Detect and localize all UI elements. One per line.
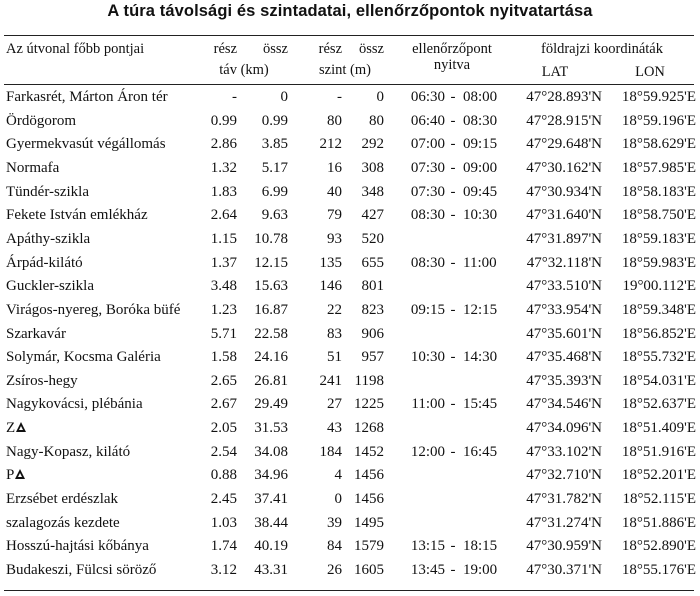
cell-point-name (6, 135, 206, 153)
cell-dist-part: 3.48 (210, 278, 237, 295)
cell-elev-part: 40 (327, 183, 342, 200)
point-name-text: Apáthy-szikla (6, 230, 91, 247)
cell-lat: 47°35.468'N (526, 349, 602, 366)
cell-dist-total: 0 (280, 89, 288, 105)
cell-point-name (6, 537, 206, 555)
cell-open-separator: - (450, 443, 456, 460)
point-name-text: Z (6, 420, 16, 437)
cell-open-separator: - (450, 183, 456, 200)
cell-elev-total: 308 (361, 159, 384, 176)
cell-lon: 18°52.115'E (622, 491, 696, 507)
cell-point-name (6, 159, 206, 177)
cell-elev-part: 93 (327, 230, 342, 247)
cell-lon: 18°51.886'E (621, 514, 696, 531)
cell-point-name (6, 206, 206, 224)
cell-point-name (6, 443, 206, 461)
cell-elev-total: 1198 (354, 372, 384, 389)
cell-lat: 47°35.601'N (526, 325, 602, 342)
cell-dist-part: 2.65 (210, 372, 237, 389)
cell-elev-part: 26 (327, 562, 342, 578)
cell-lon: 18°55.176'E (621, 562, 696, 578)
header-elev-part: rész (318, 41, 342, 57)
cell-elev-total: 348 (361, 183, 384, 200)
cell-point-name (6, 325, 206, 343)
cell-lon: 18°58.629'E (621, 136, 696, 153)
cell-open-until: 08:00 (463, 89, 498, 105)
cell-elev-total: 0 (376, 89, 384, 105)
top-rule (4, 35, 694, 36)
point-name-text: Normafa (6, 159, 60, 176)
cell-elev-part: 146 (319, 278, 342, 295)
cell-elev-total: 1268 (354, 420, 384, 437)
cell-open-until: 10:30 (463, 207, 498, 224)
point-name-text: Virágos-nyereg, Boróka büfé (6, 301, 181, 318)
cell-lon: 18°54.031'E (621, 372, 696, 389)
point-name-text: Árpád-kilátó (6, 254, 83, 271)
cell-lon: 18°59.925'E (621, 89, 696, 105)
cell-elev-part: 83 (327, 325, 342, 342)
cell-point-name (6, 183, 206, 201)
header-checkpoint: ellenőrzőpont (412, 41, 492, 57)
cell-open-from: 08:30 (410, 254, 445, 271)
cell-dist-part: 3.12 (210, 562, 237, 578)
cell-elev-part: 135 (319, 254, 342, 271)
cell-dist-total: 29.49 (254, 396, 288, 413)
cell-point-name (6, 514, 206, 532)
cell-lat: 47°32.710'N (526, 467, 602, 484)
cell-point-name (6, 254, 206, 272)
cell-dist-part: 1.23 (210, 301, 237, 318)
cell-open-separator: - (450, 396, 456, 413)
cell-lon: 18°51.916'E (621, 443, 696, 460)
header-lat: LAT (541, 64, 569, 80)
cell-lat: 47°30.934'N (526, 183, 602, 200)
cell-open-separator: - (450, 538, 456, 555)
cell-open-from: 12:00 (410, 443, 445, 460)
triangle-icon (15, 469, 25, 479)
cell-open-from: 07:00 (410, 136, 445, 153)
cell-open-separator: - (450, 349, 456, 366)
cell-elev-total: 655 (361, 254, 384, 271)
header-dist-unit: táv (km) (219, 62, 269, 78)
cell-elev-part: 241 (319, 372, 342, 389)
cell-elev-part: 22 (327, 301, 342, 318)
cell-lon: 18°57.985'E (621, 159, 696, 176)
cell-elev-part: 84 (327, 538, 342, 555)
cell-lon: 18°52.637'E (621, 396, 696, 413)
cell-dist-part: 2.86 (210, 136, 237, 153)
cell-lat: 47°34.096'N (526, 420, 602, 437)
cell-dist-part: 2.05 (210, 420, 237, 437)
cell-lat: 47°34.546'N (526, 396, 602, 413)
point-name-text: Ördögorom (6, 112, 76, 129)
cell-open-separator: - (450, 562, 456, 578)
cell-dist-total: 9.63 (261, 207, 288, 224)
cell-dist-part: 5.71 (210, 325, 237, 342)
cell-dist-total: 40.19 (254, 538, 288, 555)
cell-lon: 18°59.183'E (621, 230, 696, 247)
cell-lon: 18°52.201'E (621, 467, 696, 484)
cell-elev-part: - (337, 89, 342, 105)
cell-dist-part: 0.88 (210, 467, 237, 484)
point-name-text: Zsíros-hegy (6, 372, 78, 389)
cell-dist-part: 0.99 (210, 112, 237, 129)
cell-open-from: 10:30 (410, 349, 445, 366)
cell-open-separator: - (450, 207, 456, 224)
cell-elev-part: 4 (334, 467, 342, 484)
cell-open-until: 08:30 (463, 112, 498, 129)
cell-open-separator: - (450, 136, 456, 153)
cell-elev-total: 1495 (354, 514, 384, 531)
cell-dist-part: 1.32 (210, 159, 237, 176)
cell-lon: 18°51.409'E (621, 420, 696, 437)
cell-lat: 47°35.393'N (526, 372, 602, 389)
cell-dist-part: 1.15 (210, 230, 237, 247)
cell-elev-total: 1605 (354, 562, 384, 578)
cell-dist-total: 16.87 (254, 301, 288, 318)
point-name-text: Nagy-Kopasz, kilátó (6, 443, 131, 460)
cell-dist-total: 24.16 (254, 349, 288, 366)
cell-elev-total: 292 (361, 136, 384, 153)
point-name-text: Erzsébet erdészlak (6, 491, 119, 507)
header-geo: földrajzi koordináták (541, 41, 663, 57)
cell-dist-part: - (232, 89, 237, 105)
cell-elev-part: 43 (327, 420, 342, 437)
cell-open-separator: - (450, 112, 456, 129)
cell-dist-part: 2.67 (210, 396, 237, 413)
cell-lat: 47°31.897'N (526, 230, 602, 247)
cell-open-until: 09:15 (463, 136, 498, 153)
cell-dist-total: 26.81 (254, 372, 288, 389)
cell-open-separator: - (450, 159, 456, 176)
cell-open-from: 07:30 (410, 159, 445, 176)
cell-open-separator: - (450, 301, 456, 318)
cell-open-from: 09:15 (410, 301, 445, 318)
point-name-text: P (6, 467, 15, 484)
cell-dist-part: 1.74 (210, 538, 237, 555)
cell-elev-part: 212 (319, 136, 342, 153)
cell-open-until: 15:45 (463, 396, 498, 413)
cell-elev-part: 27 (327, 396, 342, 413)
cell-dist-total: 38.44 (254, 514, 288, 531)
cell-dist-total: 3.85 (261, 136, 288, 153)
cell-lon: 18°55.732'E (621, 349, 696, 366)
cell-open-from: 08:30 (410, 207, 445, 224)
cell-lat: 47°29.648'N (526, 136, 602, 153)
cell-dist-part: 2.64 (210, 207, 237, 224)
cell-lat: 47°30.959'N (526, 538, 602, 555)
cell-dist-part: 2.54 (210, 443, 237, 460)
cell-lat: 47°28.893'N (526, 89, 602, 105)
point-name-text: Fekete István emlékház (6, 207, 148, 224)
bottom-rule (4, 590, 694, 591)
point-name-text: Gyermekvasút végállomás (6, 136, 166, 153)
point-name-text: szalagozás kezdete (6, 514, 120, 531)
cell-open-until: 09:00 (463, 159, 498, 176)
cell-elev-part: 80 (327, 112, 342, 129)
point-name-text: Guckler-szikla (6, 278, 94, 295)
header-lon: LON (635, 64, 665, 80)
cell-point-name (6, 372, 206, 390)
cell-elev-total: 801 (361, 278, 384, 295)
header-elev-total: össz (359, 41, 384, 57)
cell-dist-total: 5.17 (261, 159, 288, 176)
cell-dist-total: 34.96 (254, 467, 288, 484)
cell-dist-total: 0.99 (261, 112, 288, 129)
cell-elev-total: 906 (361, 325, 384, 342)
header-elev-unit: szint (m) (319, 62, 371, 78)
cell-dist-part: 1.03 (210, 514, 237, 531)
cell-elev-total: 1456 (354, 491, 384, 507)
cell-open-until: 16:45 (463, 443, 498, 460)
cell-point-name (6, 277, 206, 295)
cell-open-from: 07:30 (410, 183, 445, 200)
header-rule (4, 84, 694, 85)
cell-open-until: 12:15 (463, 301, 498, 318)
header-dist-part: rész (213, 41, 237, 57)
cell-elev-part: 51 (327, 349, 342, 366)
cell-lat: 47°31.640'N (526, 207, 602, 224)
cell-lat: 47°33.102'N (526, 443, 602, 460)
cell-point-name (6, 112, 206, 130)
cell-elev-total: 957 (361, 349, 384, 366)
cell-elev-total: 1579 (354, 538, 384, 555)
cell-lat: 47°30.162'N (526, 159, 602, 176)
cell-dist-total: 12.15 (254, 254, 288, 271)
point-name-text: Budakeszi, Fülcsi söröző (6, 562, 157, 578)
cell-open-until: 18:15 (463, 538, 498, 555)
cell-point-name (6, 88, 206, 106)
cell-elev-total: 520 (361, 230, 384, 247)
cell-open-from: 13:15 (410, 538, 445, 555)
cell-point-name (6, 419, 206, 437)
cell-dist-total: 43.31 (254, 562, 288, 578)
cell-elev-total: 1225 (354, 396, 384, 413)
cell-elev-part: 39 (327, 514, 342, 531)
header-checkpoint-open: nyitva (433, 57, 471, 73)
cell-elev-total: 427 (361, 207, 384, 224)
cell-open-until: 14:30 (463, 349, 498, 366)
cell-lon: 19°00.112'E (622, 278, 696, 295)
cell-open-until: 09:45 (463, 183, 498, 200)
point-name-text: Hosszú-hajtási kőbánya (6, 538, 149, 555)
cell-point-name (6, 490, 206, 508)
cell-elev-total: 1452 (354, 443, 384, 460)
cell-lon: 18°52.890'E (621, 538, 696, 555)
cell-lat: 47°33.510'N (526, 278, 602, 295)
cell-elev-part: 0 (334, 491, 342, 507)
cell-lat: 47°33.954'N (526, 301, 602, 318)
cell-open-separator: - (450, 254, 456, 271)
cell-open-from: 13:45 (410, 562, 445, 578)
cell-elev-part: 184 (319, 443, 342, 460)
cell-point-name (6, 395, 206, 413)
cell-open-from: 11:00 (411, 396, 445, 413)
cell-dist-total: 34.08 (254, 443, 288, 460)
header-route: Az útvonal főbb pontjai (6, 41, 145, 57)
cell-lat: 47°30.371'N (526, 562, 602, 578)
cell-lon: 18°59.983'E (621, 254, 696, 271)
cell-point-name (6, 230, 206, 248)
cell-elev-total: 80 (369, 112, 384, 129)
cell-elev-total: 823 (361, 301, 384, 318)
cell-dist-total: 15.63 (254, 278, 288, 295)
cell-open-separator: - (450, 89, 456, 105)
header-dist-total: össz (263, 41, 288, 57)
cell-dist-total: 37.41 (254, 491, 288, 507)
cell-lon: 18°58.750'E (621, 207, 696, 224)
cell-elev-part: 79 (327, 207, 342, 224)
cell-dist-part: 1.83 (210, 183, 237, 200)
cell-lon: 18°58.183'E (621, 183, 696, 200)
cell-open-until: 11:00 (463, 254, 497, 271)
cell-point-name (6, 301, 206, 319)
point-name-text: Nagykovácsi, plébánia (6, 396, 143, 413)
point-name-text: Tündér-szikla (6, 183, 89, 200)
cell-dist-total: 22.58 (254, 325, 288, 342)
cell-dist-total: 10.78 (254, 230, 288, 247)
point-name-text: Szarkavár (6, 325, 66, 342)
cell-lon: 18°56.852'E (621, 325, 696, 342)
table-title: A túra távolsági és szintadatai, ellenőrzőpontok nyitvatartása (107, 2, 593, 20)
cell-elev-part: 16 (327, 159, 342, 176)
cell-dist-part: 1.37 (210, 254, 237, 271)
cell-point-name (6, 466, 206, 484)
cell-open-from: 06:30 (410, 89, 445, 105)
point-name-text: Farkasrét, Márton Áron tér (6, 89, 168, 105)
cell-elev-total: 1456 (354, 467, 384, 484)
cell-dist-total: 6.99 (261, 183, 288, 200)
cell-lon: 18°59.348'E (621, 301, 696, 318)
cell-point-name (6, 561, 206, 579)
cell-lat: 47°31.782'N (526, 491, 602, 507)
point-name-text: Solymár, Kocsma Galéria (6, 349, 161, 366)
triangle-icon (16, 422, 26, 432)
cell-lon: 18°59.196'E (621, 112, 696, 129)
cell-dist-part: 1.58 (210, 349, 237, 366)
cell-lat: 47°32.118'N (526, 254, 602, 271)
cell-point-name (6, 348, 206, 366)
cell-open-from: 06:40 (410, 112, 445, 129)
cell-dist-part: 2.45 (210, 491, 237, 507)
cell-open-until: 19:00 (463, 562, 498, 578)
cell-lat: 47°31.274'N (526, 514, 602, 531)
cell-lat: 47°28.915'N (526, 112, 602, 129)
cell-dist-total: 31.53 (254, 420, 288, 437)
